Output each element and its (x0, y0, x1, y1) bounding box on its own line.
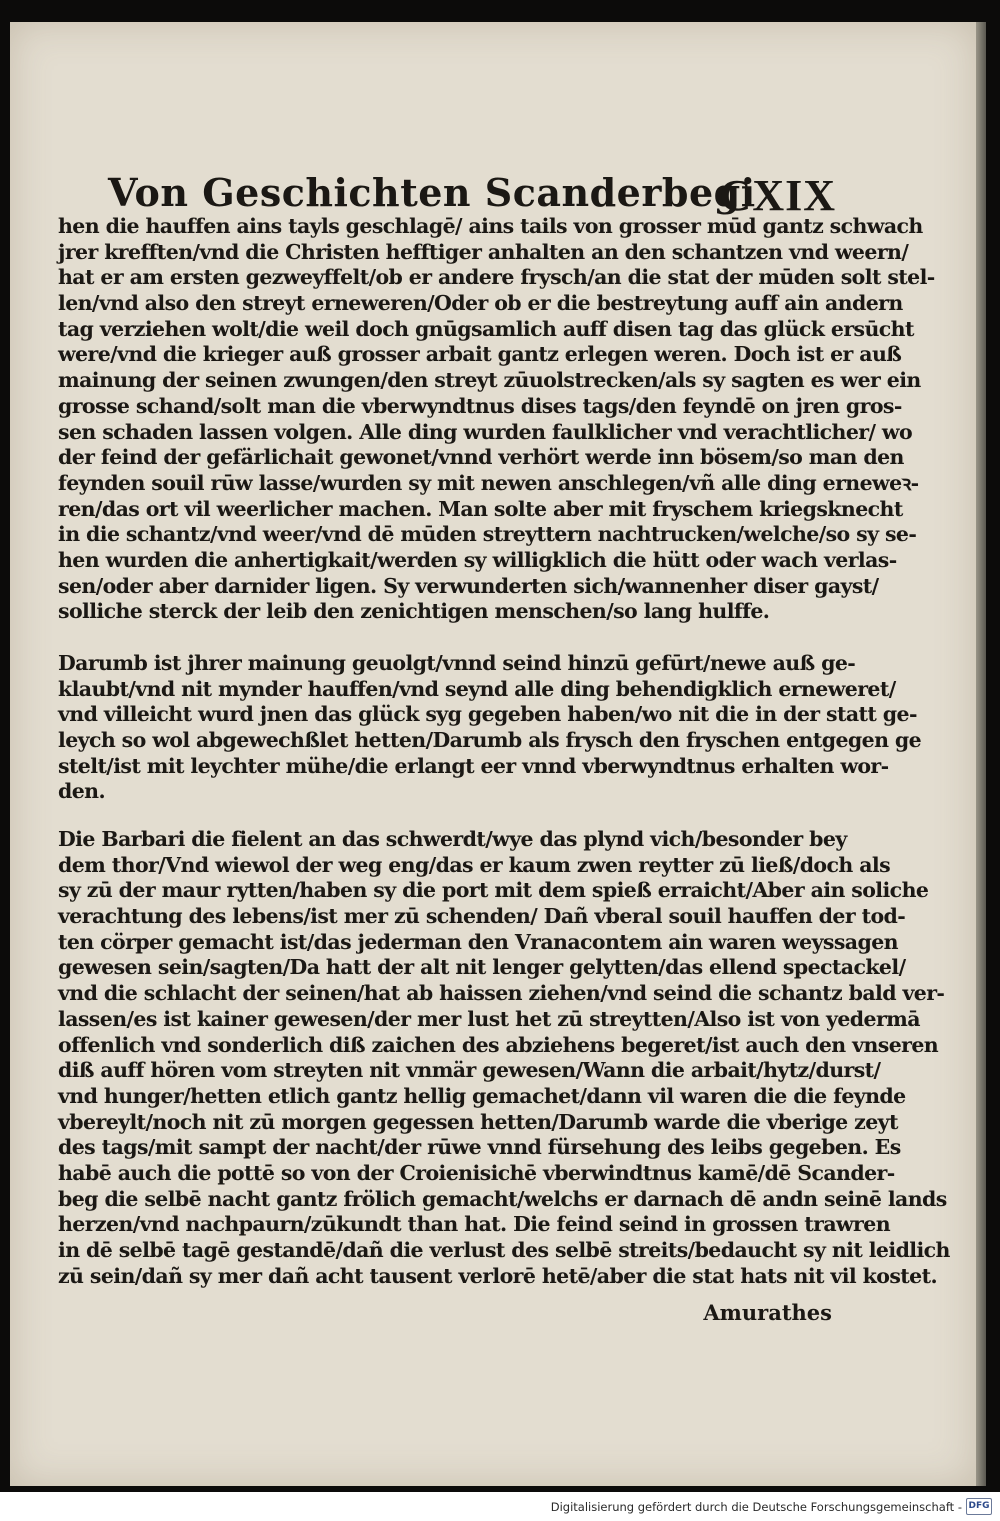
page-edge (976, 22, 986, 1486)
text-line: herzen/vnd nachpaurn/zūkundt than hat. Die feind seind in grossen trawren (58, 1212, 890, 1237)
text-line: stelt/ist mit leychter mühe/die erlangt eer vnnd vberwyndtnus erhalten wor- (58, 753, 889, 778)
text-line: des tags/mit sampt der nacht/der rūwe vnnd fürsehung des leibs gegeben. Es (58, 1135, 901, 1160)
folio-number: CXIX (719, 171, 836, 220)
catchword: Amurathes (703, 1300, 832, 1325)
text-line: mainung der seinen zwungen/den streyt zūuolstrecken/als sy sagten es wer ein (58, 368, 921, 393)
text-line: vnd die schlacht der seinen/hat ab haissen ziehen/vnd seind die schantz bald ver- (58, 981, 945, 1006)
text-line: hat er am ersten gezweyffelt/ob er andere frysch/an die stat der mūden solt stel- (58, 265, 935, 290)
text-line: leych so wol abgewechßlet hetten/Darumb als frysch den fryschen entgegen ge (58, 728, 922, 753)
text-line: tag verziehen wolt/die weil doch gnūgsamlich auff disen tag das glück ersūcht (58, 316, 914, 341)
paragraph-1 (58, 214, 935, 625)
text-line: klaubt/vnd nit mynder hauffen/vnd seynd alle ding behendigklich erneweret/ (58, 676, 896, 701)
paragraph-3 (58, 827, 950, 1289)
text-line: grosse schand/solt man die vberwyndtnus dises tags/den feyndē on jren gros- (58, 393, 902, 418)
text-line: ren/das ort vil weerlicher machen. Man solte aber mit fryschem kriegsknecht (58, 496, 903, 521)
text-line: ten cörper gemacht ist/das jederman den Vranacontem ain waren weyssagen (58, 929, 898, 954)
text-line: in dē selbē tagē gestandē/dañ die verlust des selbē streits/bedaucht sy nit leidlich (58, 1238, 950, 1262)
text-line: gewesen sein/sagten/Da hatt der alt nit lenger gelytten/das ellend spectackel/ (58, 955, 906, 980)
text-line: were/vnd die krieger auß grosser arbait gantz erlegen weren. Doch ist er auß (58, 342, 902, 367)
text-line: Darumb ist jhrer mainung geuolgt/vnnd seind hinzū gefūrt/newe auß ge- (58, 651, 856, 675)
running-head: Von Geschichten Scanderbegi (108, 170, 756, 215)
text-line: dem thor/Vnd wiewol der weg eng/das er kaum zwen reytter zū ließ/doch als (58, 852, 891, 877)
text-line: vbereylt/noch nit zū morgen gegessen hetten/Darumb warde die vberige zeyt (58, 1109, 898, 1134)
text-line: jrer krefften/vnd die Christen hefftiger anhalten an den schantzen vnd weern/ (58, 239, 909, 264)
text-line: feynden souil rūw lasse/wurden sy mit newen anschlegen/vñ alle ding erneweꝛ- (58, 470, 919, 495)
text-line: in die schantz/vnd weer/vnd dē mūden streyttern nachtrucken/welche/so sy se- (58, 522, 917, 547)
text-line: len/vnd also den streyt erneweren/Oder ob er die bestreytung auff ain andern (58, 291, 903, 316)
text-line: diß auff hören vom streyten nit vnmär gewesen/Wann die arbait/hytz/durst/ (58, 1058, 881, 1083)
text-line: sen schaden lassen volgen. Alle ding wurden faulklicher vnd verachtlicher/ wo (58, 419, 913, 444)
paragraph-2 (58, 651, 922, 805)
text-line: hen wurden die anhertigkait/werden sy willigklich die hütt oder wach verlas- (58, 547, 897, 572)
text-line: hen die hauffen ains tayls geschlagē/ ains tails von grosser mūd gantz schwach (58, 214, 923, 238)
text-line: der feind der gefärlichait gewonet/vnnd verhört werde inn bösem/so man den (58, 445, 904, 470)
text-line: sen/oder aber darnider ligen. Sy verwunderten sich/wannenher diser gayst/ (58, 573, 879, 598)
text-line: Die Barbari die fielent an das schwerdt/wye das plynd vich/besonder bey (58, 827, 847, 851)
text-line: offenlich vnd sonderlich diß zaichen des abziehens begeret/ist auch den vnseren (58, 1032, 939, 1057)
text-line: beg die selbē nacht gantz frölich gemacht/welchs er darnach dē andn seinē lands (58, 1186, 947, 1211)
text-line: vnd villeicht wurd jnen das glück syg gegeben haben/wo nit die in der statt ge- (58, 702, 917, 727)
text-line: sy zū der maur rytten/haben sy die port mit dem spieß erraicht/Aber ain soliche (58, 878, 929, 903)
text-line: vnd hunger/hetten etlich gantz hellig gemachet/dann vil waren die die feynde (58, 1083, 906, 1108)
text-line: habē auch die pottē so von der Croienisichē vberwindtnus kamē/dē Scander- (58, 1160, 895, 1185)
text-line: den. (58, 779, 106, 804)
text-line: verachtung des lebens/ist mer zū schenden/ Dañ vberal souil hauffen der tod- (58, 904, 906, 929)
text-line: solliche sterck der leib den zenichtigen menschen/so lang hulffe. (58, 599, 770, 624)
text-line: lassen/es ist kainer gewesen/der mer lust het zū streytten/Also ist von yedermā (58, 1006, 920, 1031)
text-line: zū sein/dañ sy mer dañ acht tausent verlorē hetē/aber die stat hats nit vil kostet. (58, 1263, 937, 1288)
digitization-credit: Digitalisierung gefördert durch die Deutsche Forschungsgemeinschaft - (550, 1500, 962, 1514)
dfg-logo: DFG (966, 1498, 992, 1515)
